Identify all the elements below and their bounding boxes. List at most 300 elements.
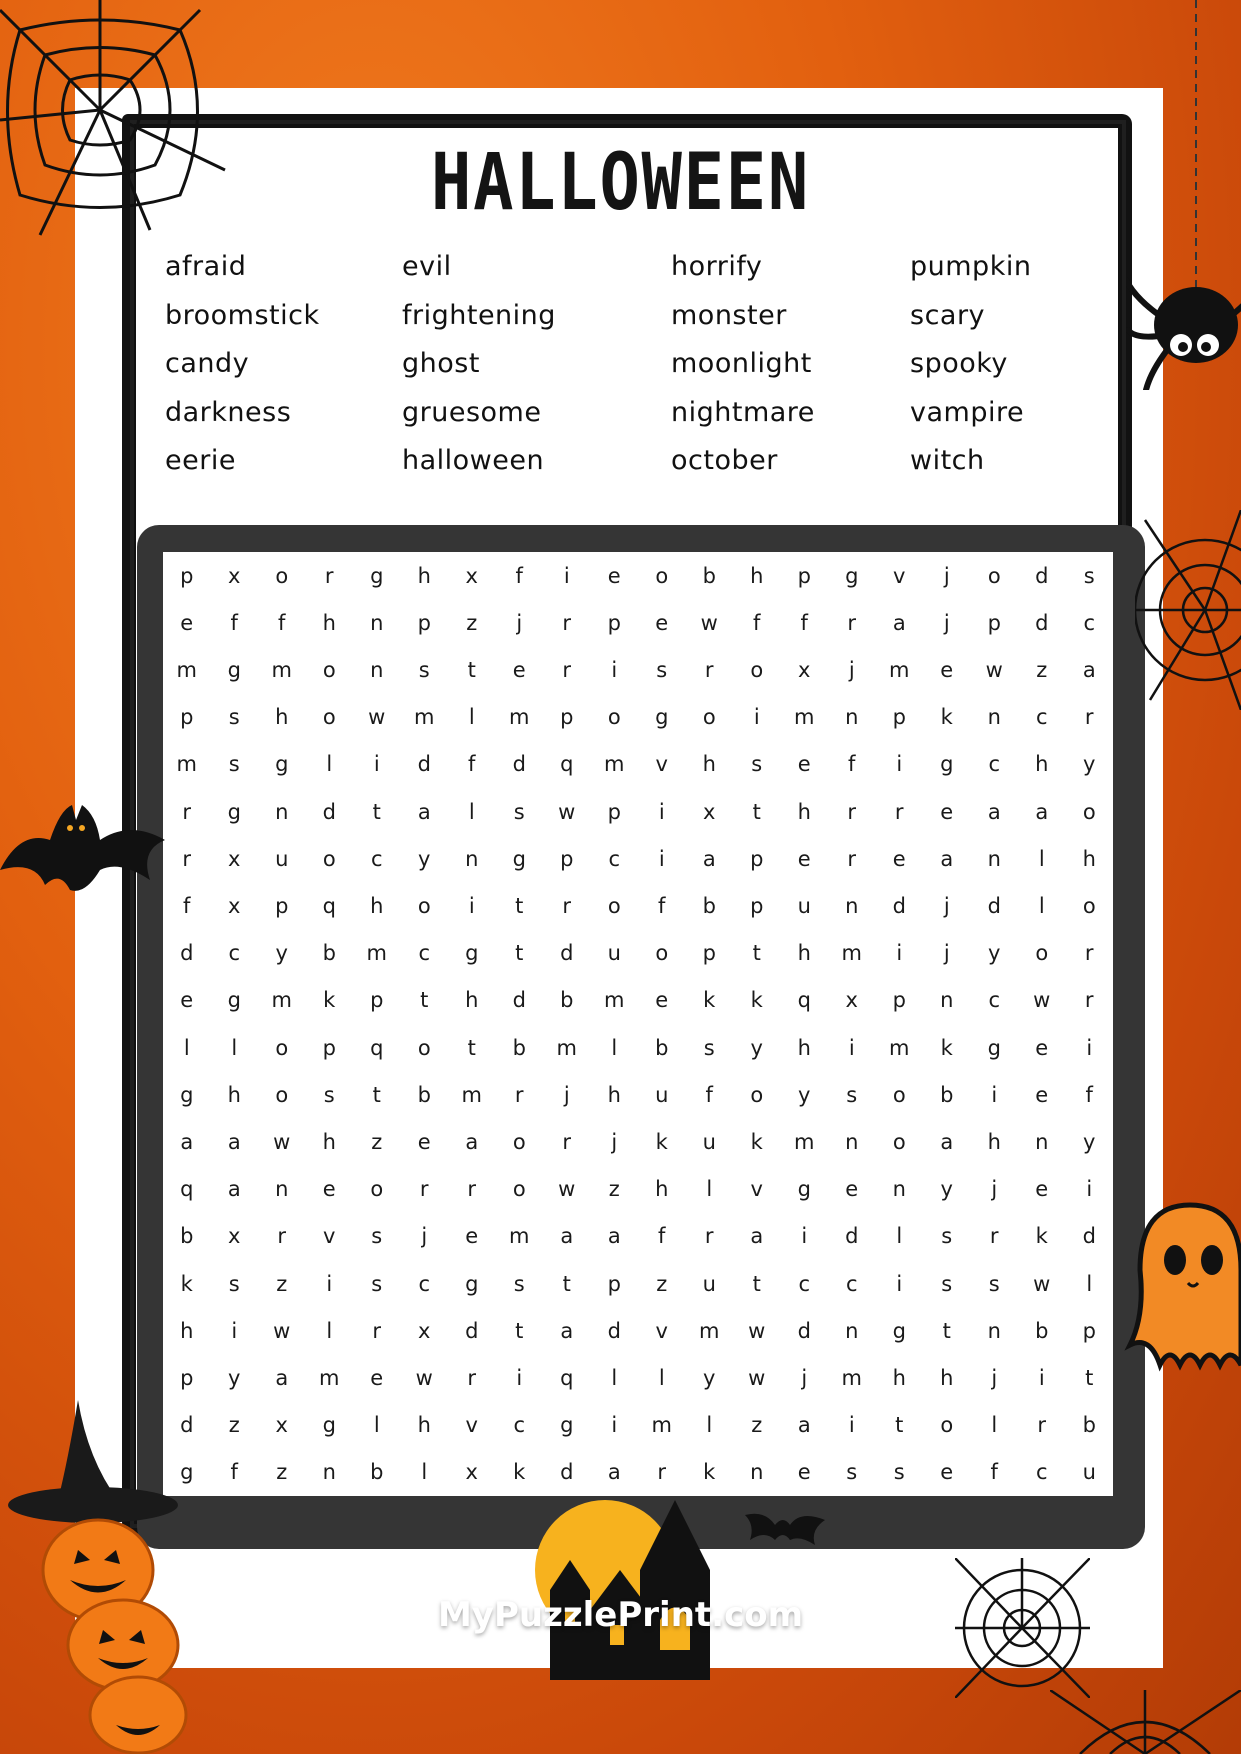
grid-cell[interactable]: r bbox=[894, 799, 904, 824]
grid-cell[interactable]: n bbox=[370, 610, 384, 635]
grid-cell[interactable]: n bbox=[940, 988, 954, 1013]
grid-cell[interactable]: i bbox=[563, 563, 570, 588]
grid-cell[interactable]: l bbox=[326, 752, 333, 777]
grid-cell[interactable]: i bbox=[468, 893, 475, 918]
grid-cell[interactable]: v bbox=[750, 1177, 763, 1202]
grid-cell[interactable]: f bbox=[848, 752, 856, 777]
grid-cell[interactable]: z bbox=[751, 1413, 763, 1438]
grid-cell[interactable]: m bbox=[176, 752, 197, 777]
grid-cell[interactable]: p bbox=[750, 893, 764, 918]
grid-cell[interactable]: e bbox=[1035, 1082, 1049, 1107]
grid-cell[interactable]: f bbox=[658, 893, 666, 918]
grid-cell[interactable]: f bbox=[990, 1460, 998, 1485]
grid-cell[interactable]: g bbox=[322, 1413, 336, 1438]
grid-cell[interactable]: p bbox=[180, 1365, 194, 1390]
grid-cell[interactable]: j bbox=[991, 1177, 998, 1202]
grid-cell[interactable]: g bbox=[180, 1460, 194, 1485]
grid-cell[interactable]: m bbox=[271, 657, 292, 682]
grid-cell[interactable]: h bbox=[797, 799, 811, 824]
grid-cell[interactable]: o bbox=[892, 1129, 906, 1154]
grid-cell[interactable]: p bbox=[417, 610, 431, 635]
grid-cell[interactable]: e bbox=[892, 846, 906, 871]
grid-cell[interactable]: v bbox=[323, 1224, 336, 1249]
grid-cell[interactable]: n bbox=[845, 1129, 859, 1154]
grid-cell[interactable]: m bbox=[841, 941, 862, 966]
grid-cell[interactable]: j bbox=[611, 1129, 618, 1154]
grid-cell[interactable]: k bbox=[750, 988, 763, 1013]
grid-cell[interactable]: e bbox=[607, 563, 621, 588]
grid-cell[interactable]: t bbox=[752, 1271, 761, 1296]
grid-cell[interactable]: p bbox=[987, 610, 1001, 635]
grid-cell[interactable]: w bbox=[748, 1365, 766, 1390]
grid-cell[interactable]: p bbox=[892, 988, 906, 1013]
grid-cell[interactable]: y bbox=[418, 846, 431, 871]
grid-cell[interactable]: b bbox=[322, 941, 336, 966]
grid-cell[interactable]: s bbox=[988, 1271, 1000, 1296]
grid-cell[interactable]: y bbox=[1083, 1129, 1096, 1154]
grid-cell[interactable]: x bbox=[228, 846, 241, 871]
grid-cell[interactable]: o bbox=[940, 1413, 954, 1438]
grid-cell[interactable]: p bbox=[607, 610, 621, 635]
grid-cell[interactable]: q bbox=[560, 752, 574, 777]
grid-cell[interactable]: c bbox=[418, 941, 431, 966]
grid-cell[interactable]: i bbox=[848, 1035, 855, 1060]
grid-cell[interactable]: i bbox=[1038, 1365, 1045, 1390]
grid-cell[interactable]: l bbox=[706, 1177, 713, 1202]
grid-cell[interactable]: l bbox=[896, 1224, 903, 1249]
grid-cell[interactable]: x bbox=[798, 657, 811, 682]
grid-cell[interactable]: o bbox=[322, 846, 336, 871]
grid-cell[interactable]: g bbox=[987, 1035, 1001, 1060]
grid-cell[interactable]: f bbox=[468, 752, 476, 777]
grid-cell[interactable]: e bbox=[512, 657, 526, 682]
grid-cell[interactable]: j bbox=[563, 1082, 570, 1107]
grid-cell[interactable]: m bbox=[509, 705, 530, 730]
grid-cell[interactable]: r bbox=[657, 1460, 667, 1485]
grid-cell[interactable]: s bbox=[751, 752, 763, 777]
grid-cell[interactable]: j bbox=[421, 1224, 428, 1249]
grid-cell[interactable]: p bbox=[1082, 1318, 1096, 1343]
grid-cell[interactable]: t bbox=[1085, 1365, 1094, 1390]
grid-cell[interactable]: d bbox=[892, 893, 906, 918]
grid-cell[interactable]: i bbox=[1086, 1035, 1093, 1060]
grid-cell[interactable]: r bbox=[1037, 1413, 1047, 1438]
grid-cell[interactable]: o bbox=[1035, 941, 1049, 966]
grid-cell[interactable]: a bbox=[607, 1224, 621, 1249]
grid-cell[interactable]: j bbox=[943, 941, 950, 966]
grid-cell[interactable]: i bbox=[326, 1271, 333, 1296]
grid-cell[interactable]: b bbox=[512, 1035, 526, 1060]
grid-cell[interactable]: h bbox=[797, 941, 811, 966]
grid-cell[interactable]: b bbox=[417, 1082, 431, 1107]
grid-cell[interactable]: y bbox=[798, 1082, 811, 1107]
grid-cell[interactable]: y bbox=[988, 941, 1001, 966]
grid-cell[interactable]: d bbox=[180, 1413, 194, 1438]
grid-cell[interactable]: s bbox=[941, 1271, 953, 1296]
grid-cell[interactable]: s bbox=[323, 1082, 335, 1107]
grid-cell[interactable]: m bbox=[271, 988, 292, 1013]
grid-cell[interactable]: r bbox=[514, 1082, 524, 1107]
grid-cell[interactable]: z bbox=[466, 610, 478, 635]
grid-cell[interactable]: s bbox=[846, 1082, 858, 1107]
grid-cell[interactable]: g bbox=[227, 799, 241, 824]
grid-cell[interactable]: n bbox=[322, 1460, 336, 1485]
grid-cell[interactable]: b bbox=[655, 1035, 669, 1060]
grid-cell[interactable]: w bbox=[415, 1365, 433, 1390]
grid-cell[interactable]: a bbox=[940, 846, 954, 871]
grid-cell[interactable]: d bbox=[607, 1318, 621, 1343]
grid-cell[interactable]: l bbox=[421, 1460, 428, 1485]
grid-cell[interactable]: h bbox=[702, 752, 716, 777]
grid-cell[interactable]: l bbox=[1038, 893, 1045, 918]
grid-cell[interactable]: c bbox=[845, 1271, 858, 1296]
grid-cell[interactable]: d bbox=[512, 988, 526, 1013]
grid-cell[interactable]: w bbox=[1033, 1271, 1051, 1296]
grid-cell[interactable]: r bbox=[182, 799, 192, 824]
grid-cell[interactable]: m bbox=[461, 1082, 482, 1107]
grid-cell[interactable]: s bbox=[1083, 563, 1095, 588]
grid-cell[interactable]: c bbox=[418, 1271, 431, 1296]
grid-cell[interactable]: u bbox=[655, 1082, 669, 1107]
grid-cell[interactable]: w bbox=[368, 705, 386, 730]
grid-cell[interactable]: n bbox=[275, 1177, 289, 1202]
grid-cell[interactable]: h bbox=[1082, 846, 1096, 871]
grid-cell[interactable]: a bbox=[940, 1129, 954, 1154]
grid-cell[interactable]: s bbox=[513, 1271, 525, 1296]
grid-cell[interactable]: m bbox=[651, 1413, 672, 1438]
grid-cell[interactable]: i bbox=[896, 1271, 903, 1296]
grid-cell[interactable]: t bbox=[467, 1035, 476, 1060]
grid-cell[interactable]: h bbox=[655, 1177, 669, 1202]
grid-cell[interactable]: h bbox=[180, 1318, 194, 1343]
grid-cell[interactable]: w bbox=[985, 657, 1003, 682]
grid-cell[interactable]: p bbox=[560, 846, 574, 871]
grid-cell[interactable]: r bbox=[562, 610, 572, 635]
grid-cell[interactable]: f bbox=[278, 610, 286, 635]
grid-cell[interactable]: d bbox=[417, 752, 431, 777]
grid-cell[interactable]: f bbox=[230, 610, 238, 635]
grid-cell[interactable]: m bbox=[889, 657, 910, 682]
grid-cell[interactable]: k bbox=[703, 1460, 716, 1485]
grid-cell[interactable]: e bbox=[940, 799, 954, 824]
grid-cell[interactable]: g bbox=[370, 563, 384, 588]
grid-cell[interactable]: s bbox=[703, 1035, 715, 1060]
grid-cell[interactable]: o bbox=[275, 563, 289, 588]
grid-cell[interactable]: h bbox=[322, 610, 336, 635]
grid-cell[interactable]: n bbox=[987, 1318, 1001, 1343]
grid-cell[interactable]: x bbox=[418, 1318, 431, 1343]
grid-cell[interactable]: n bbox=[845, 705, 859, 730]
grid-cell[interactable]: f bbox=[753, 610, 761, 635]
grid-cell[interactable]: t bbox=[895, 1413, 904, 1438]
grid-cell[interactable]: r bbox=[372, 1318, 382, 1343]
grid-cell[interactable]: k bbox=[513, 1460, 526, 1485]
grid-cell[interactable]: n bbox=[750, 1460, 764, 1485]
grid-cell[interactable]: q bbox=[797, 988, 811, 1013]
grid-cell[interactable]: j bbox=[943, 610, 950, 635]
grid-cell[interactable]: l bbox=[468, 799, 475, 824]
grid-cell[interactable]: j bbox=[943, 563, 950, 588]
grid-cell[interactable]: a bbox=[607, 1460, 621, 1485]
grid-cell[interactable]: d bbox=[1035, 610, 1049, 635]
grid-cell[interactable]: h bbox=[797, 1035, 811, 1060]
grid-cell[interactable]: g bbox=[227, 657, 241, 682]
grid-cell[interactable]: u bbox=[702, 1129, 716, 1154]
grid-cell[interactable]: w bbox=[1033, 988, 1051, 1013]
grid-cell[interactable]: r bbox=[847, 846, 857, 871]
grid-cell[interactable]: f bbox=[705, 1082, 713, 1107]
grid-cell[interactable]: g bbox=[227, 988, 241, 1013]
grid-cell[interactable]: o bbox=[512, 1129, 526, 1154]
grid-cell[interactable]: b bbox=[940, 1082, 954, 1107]
grid-cell[interactable]: m bbox=[319, 1365, 340, 1390]
grid-cell[interactable]: b bbox=[560, 988, 574, 1013]
grid-cell[interactable]: e bbox=[465, 1224, 479, 1249]
grid-cell[interactable]: l bbox=[183, 1035, 190, 1060]
grid-cell[interactable]: r bbox=[324, 563, 334, 588]
grid-cell[interactable]: u bbox=[702, 1271, 716, 1296]
grid-cell[interactable]: p bbox=[180, 705, 194, 730]
grid-cell[interactable]: p bbox=[892, 705, 906, 730]
grid-cell[interactable]: k bbox=[940, 1035, 953, 1060]
grid-cell[interactable]: g bbox=[512, 846, 526, 871]
grid-cell[interactable]: g bbox=[465, 941, 479, 966]
grid-cell[interactable]: v bbox=[655, 1318, 668, 1343]
grid-cell[interactable]: l bbox=[468, 705, 475, 730]
grid-cell[interactable]: r bbox=[467, 1365, 477, 1390]
grid-cell[interactable]: e bbox=[940, 1460, 954, 1485]
grid-cell[interactable]: e bbox=[1035, 1035, 1049, 1060]
grid-cell[interactable]: x bbox=[228, 1224, 241, 1249]
grid-cell[interactable]: x bbox=[228, 893, 241, 918]
grid-cell[interactable]: o bbox=[607, 893, 621, 918]
grid-cell[interactable]: r bbox=[562, 657, 572, 682]
grid-cell[interactable]: t bbox=[420, 988, 429, 1013]
grid-cell[interactable]: j bbox=[991, 1365, 998, 1390]
grid-cell[interactable]: q bbox=[560, 1365, 574, 1390]
grid-cell[interactable]: o bbox=[702, 705, 716, 730]
grid-cell[interactable]: g bbox=[797, 1177, 811, 1202]
grid-cell[interactable]: j bbox=[801, 1365, 808, 1390]
grid-cell[interactable]: e bbox=[797, 846, 811, 871]
grid-cell[interactable]: o bbox=[1082, 799, 1096, 824]
grid-cell[interactable]: d bbox=[1035, 563, 1049, 588]
grid-cell[interactable]: n bbox=[275, 799, 289, 824]
grid-cell[interactable]: c bbox=[228, 941, 241, 966]
grid-cell[interactable]: t bbox=[942, 1318, 951, 1343]
grid-cell[interactable]: j bbox=[943, 893, 950, 918]
grid-cell[interactable]: q bbox=[180, 1177, 194, 1202]
grid-cell[interactable]: a bbox=[180, 1129, 194, 1154]
grid-cell[interactable]: w bbox=[273, 1318, 291, 1343]
grid-cell[interactable]: o bbox=[750, 1082, 764, 1107]
grid-cell[interactable]: h bbox=[750, 563, 764, 588]
grid-cell[interactable]: o bbox=[275, 1082, 289, 1107]
grid-cell[interactable]: p bbox=[607, 1271, 621, 1296]
grid-cell[interactable]: l bbox=[1038, 846, 1045, 871]
grid-cell[interactable]: x bbox=[845, 988, 858, 1013]
grid-cell[interactable]: o bbox=[275, 1035, 289, 1060]
grid-cell[interactable]: h bbox=[370, 893, 384, 918]
grid-cell[interactable]: o bbox=[655, 563, 669, 588]
grid-cell[interactable]: a bbox=[987, 799, 1001, 824]
grid-cell[interactable]: p bbox=[370, 988, 384, 1013]
grid-cell[interactable]: w bbox=[558, 1177, 576, 1202]
grid-cell[interactable]: e bbox=[797, 1460, 811, 1485]
grid-cell[interactable]: k bbox=[323, 988, 336, 1013]
grid-cell[interactable]: b bbox=[702, 563, 716, 588]
grid-cell[interactable]: h bbox=[940, 1365, 954, 1390]
grid-cell[interactable]: i bbox=[848, 1413, 855, 1438]
grid-cell[interactable]: j bbox=[516, 610, 523, 635]
grid-cell[interactable]: n bbox=[987, 705, 1001, 730]
grid-cell[interactable]: e bbox=[940, 657, 954, 682]
grid-cell[interactable]: x bbox=[465, 1460, 478, 1485]
grid-cell[interactable]: i bbox=[658, 846, 665, 871]
grid-cell[interactable]: g bbox=[845, 563, 859, 588]
grid-cell[interactable]: t bbox=[562, 1271, 571, 1296]
grid-cell[interactable]: z bbox=[608, 1177, 620, 1202]
grid-cell[interactable]: o bbox=[655, 941, 669, 966]
grid-cell[interactable]: d bbox=[512, 752, 526, 777]
grid-cell[interactable]: w bbox=[700, 610, 718, 635]
grid-cell[interactable]: l bbox=[1086, 1271, 1093, 1296]
grid-cell[interactable]: s bbox=[941, 1224, 953, 1249]
grid-cell[interactable]: e bbox=[655, 988, 669, 1013]
grid-cell[interactable]: c bbox=[1035, 705, 1048, 730]
grid-cell[interactable]: t bbox=[515, 1318, 524, 1343]
grid-cell[interactable]: m bbox=[794, 1129, 815, 1154]
grid-cell[interactable]: h bbox=[465, 988, 479, 1013]
grid-cell[interactable]: s bbox=[228, 1271, 240, 1296]
grid-cell[interactable]: m bbox=[414, 705, 435, 730]
grid-cell[interactable]: y bbox=[275, 941, 288, 966]
grid-cell[interactable]: b bbox=[702, 893, 716, 918]
grid-cell[interactable]: l bbox=[373, 1413, 380, 1438]
grid-cell[interactable]: h bbox=[987, 1129, 1001, 1154]
grid-cell[interactable]: y bbox=[940, 1177, 953, 1202]
grid-cell[interactable]: s bbox=[846, 1460, 858, 1485]
grid-cell[interactable]: y bbox=[750, 1035, 763, 1060]
grid-cell[interactable]: i bbox=[658, 799, 665, 824]
grid-cell[interactable]: t bbox=[372, 1082, 381, 1107]
grid-cell[interactable]: e bbox=[370, 1365, 384, 1390]
grid-cell[interactable]: l bbox=[658, 1365, 665, 1390]
grid-cell[interactable]: d bbox=[797, 1318, 811, 1343]
grid-cell[interactable]: r bbox=[277, 1224, 287, 1249]
grid-cell[interactable]: a bbox=[750, 1224, 764, 1249]
grid-cell[interactable]: i bbox=[611, 657, 618, 682]
grid-cell[interactable]: h bbox=[1035, 752, 1049, 777]
grid-cell[interactable]: q bbox=[370, 1035, 384, 1060]
grid-cell[interactable]: l bbox=[611, 1035, 618, 1060]
grid-cell[interactable]: m bbox=[366, 941, 387, 966]
grid-cell[interactable]: s bbox=[228, 705, 240, 730]
grid-cell[interactable]: e bbox=[1035, 1177, 1049, 1202]
grid-cell[interactable]: l bbox=[611, 1365, 618, 1390]
grid-cell[interactable]: r bbox=[562, 893, 572, 918]
grid-cell[interactable]: c bbox=[1083, 610, 1096, 635]
grid-cell[interactable]: o bbox=[417, 1035, 431, 1060]
grid-cell[interactable]: n bbox=[1035, 1129, 1049, 1154]
grid-cell[interactable]: d bbox=[987, 893, 1001, 918]
grid-cell[interactable]: h bbox=[227, 1082, 241, 1107]
grid-cell[interactable]: u bbox=[1082, 1460, 1096, 1485]
grid-cell[interactable]: g bbox=[465, 1271, 479, 1296]
grid-cell[interactable]: i bbox=[753, 705, 760, 730]
grid-cell[interactable]: o bbox=[607, 705, 621, 730]
grid-cell[interactable]: g bbox=[892, 1318, 906, 1343]
grid-cell[interactable]: h bbox=[417, 563, 431, 588]
grid-cell[interactable]: h bbox=[607, 1082, 621, 1107]
grid-cell[interactable]: n bbox=[987, 846, 1001, 871]
grid-cell[interactable]: b bbox=[1082, 1413, 1096, 1438]
grid-cell[interactable]: y bbox=[703, 1365, 716, 1390]
grid-cell[interactable]: n bbox=[845, 1318, 859, 1343]
grid-cell[interactable]: g bbox=[940, 752, 954, 777]
grid-cell[interactable]: g bbox=[275, 752, 289, 777]
grid-cell[interactable]: a bbox=[227, 1177, 241, 1202]
grid-cell[interactable]: a bbox=[275, 1365, 289, 1390]
grid-cell[interactable]: p bbox=[797, 563, 811, 588]
grid-cell[interactable]: r bbox=[1084, 705, 1094, 730]
grid-cell[interactable]: t bbox=[515, 941, 524, 966]
grid-cell[interactable]: l bbox=[706, 1413, 713, 1438]
grid-cell[interactable]: n bbox=[370, 657, 384, 682]
grid-cell[interactable]: w bbox=[558, 799, 576, 824]
grid-cell[interactable]: p bbox=[750, 846, 764, 871]
grid-cell[interactable]: a bbox=[1035, 799, 1049, 824]
grid-cell[interactable]: i bbox=[991, 1082, 998, 1107]
grid-cell[interactable]: k bbox=[750, 1129, 763, 1154]
grid-cell[interactable]: e bbox=[417, 1129, 431, 1154]
grid-cell[interactable]: h bbox=[275, 705, 289, 730]
grid-cell[interactable]: n bbox=[845, 893, 859, 918]
grid-cell[interactable]: g bbox=[560, 1413, 574, 1438]
grid-cell[interactable]: z bbox=[276, 1271, 288, 1296]
grid-cell[interactable]: r bbox=[847, 799, 857, 824]
grid-cell[interactable]: d bbox=[560, 941, 574, 966]
grid-cell[interactable]: m bbox=[794, 705, 815, 730]
grid-cell[interactable]: r bbox=[562, 1129, 572, 1154]
grid-cell[interactable]: r bbox=[419, 1177, 429, 1202]
grid-cell[interactable]: f bbox=[515, 563, 523, 588]
grid-cell[interactable]: m bbox=[556, 1035, 577, 1060]
grid-cell[interactable]: m bbox=[699, 1318, 720, 1343]
grid-cell[interactable]: l bbox=[326, 1318, 333, 1343]
grid-cell[interactable]: m bbox=[841, 1365, 862, 1390]
grid-cell[interactable]: t bbox=[467, 657, 476, 682]
grid-cell[interactable]: g bbox=[655, 705, 669, 730]
grid-cell[interactable]: h bbox=[892, 1365, 906, 1390]
grid-cell[interactable]: p bbox=[702, 941, 716, 966]
grid-cell[interactable]: t bbox=[752, 941, 761, 966]
grid-cell[interactable]: i bbox=[231, 1318, 238, 1343]
grid-cell[interactable]: c bbox=[513, 1413, 526, 1438]
grid-cell[interactable]: o bbox=[370, 1177, 384, 1202]
grid-cell[interactable]: k bbox=[703, 988, 716, 1013]
grid-cell[interactable]: c bbox=[370, 846, 383, 871]
grid-cell[interactable]: d bbox=[845, 1224, 859, 1249]
grid-cell[interactable]: o bbox=[417, 893, 431, 918]
grid-cell[interactable]: e bbox=[845, 1177, 859, 1202]
grid-cell[interactable]: z bbox=[656, 1271, 668, 1296]
grid-cell[interactable]: v bbox=[465, 1413, 478, 1438]
grid-cell[interactable]: i bbox=[1086, 1177, 1093, 1202]
grid-cell[interactable]: b bbox=[180, 1224, 194, 1249]
grid-cell[interactable]: t bbox=[752, 799, 761, 824]
grid-cell[interactable]: v bbox=[655, 752, 668, 777]
